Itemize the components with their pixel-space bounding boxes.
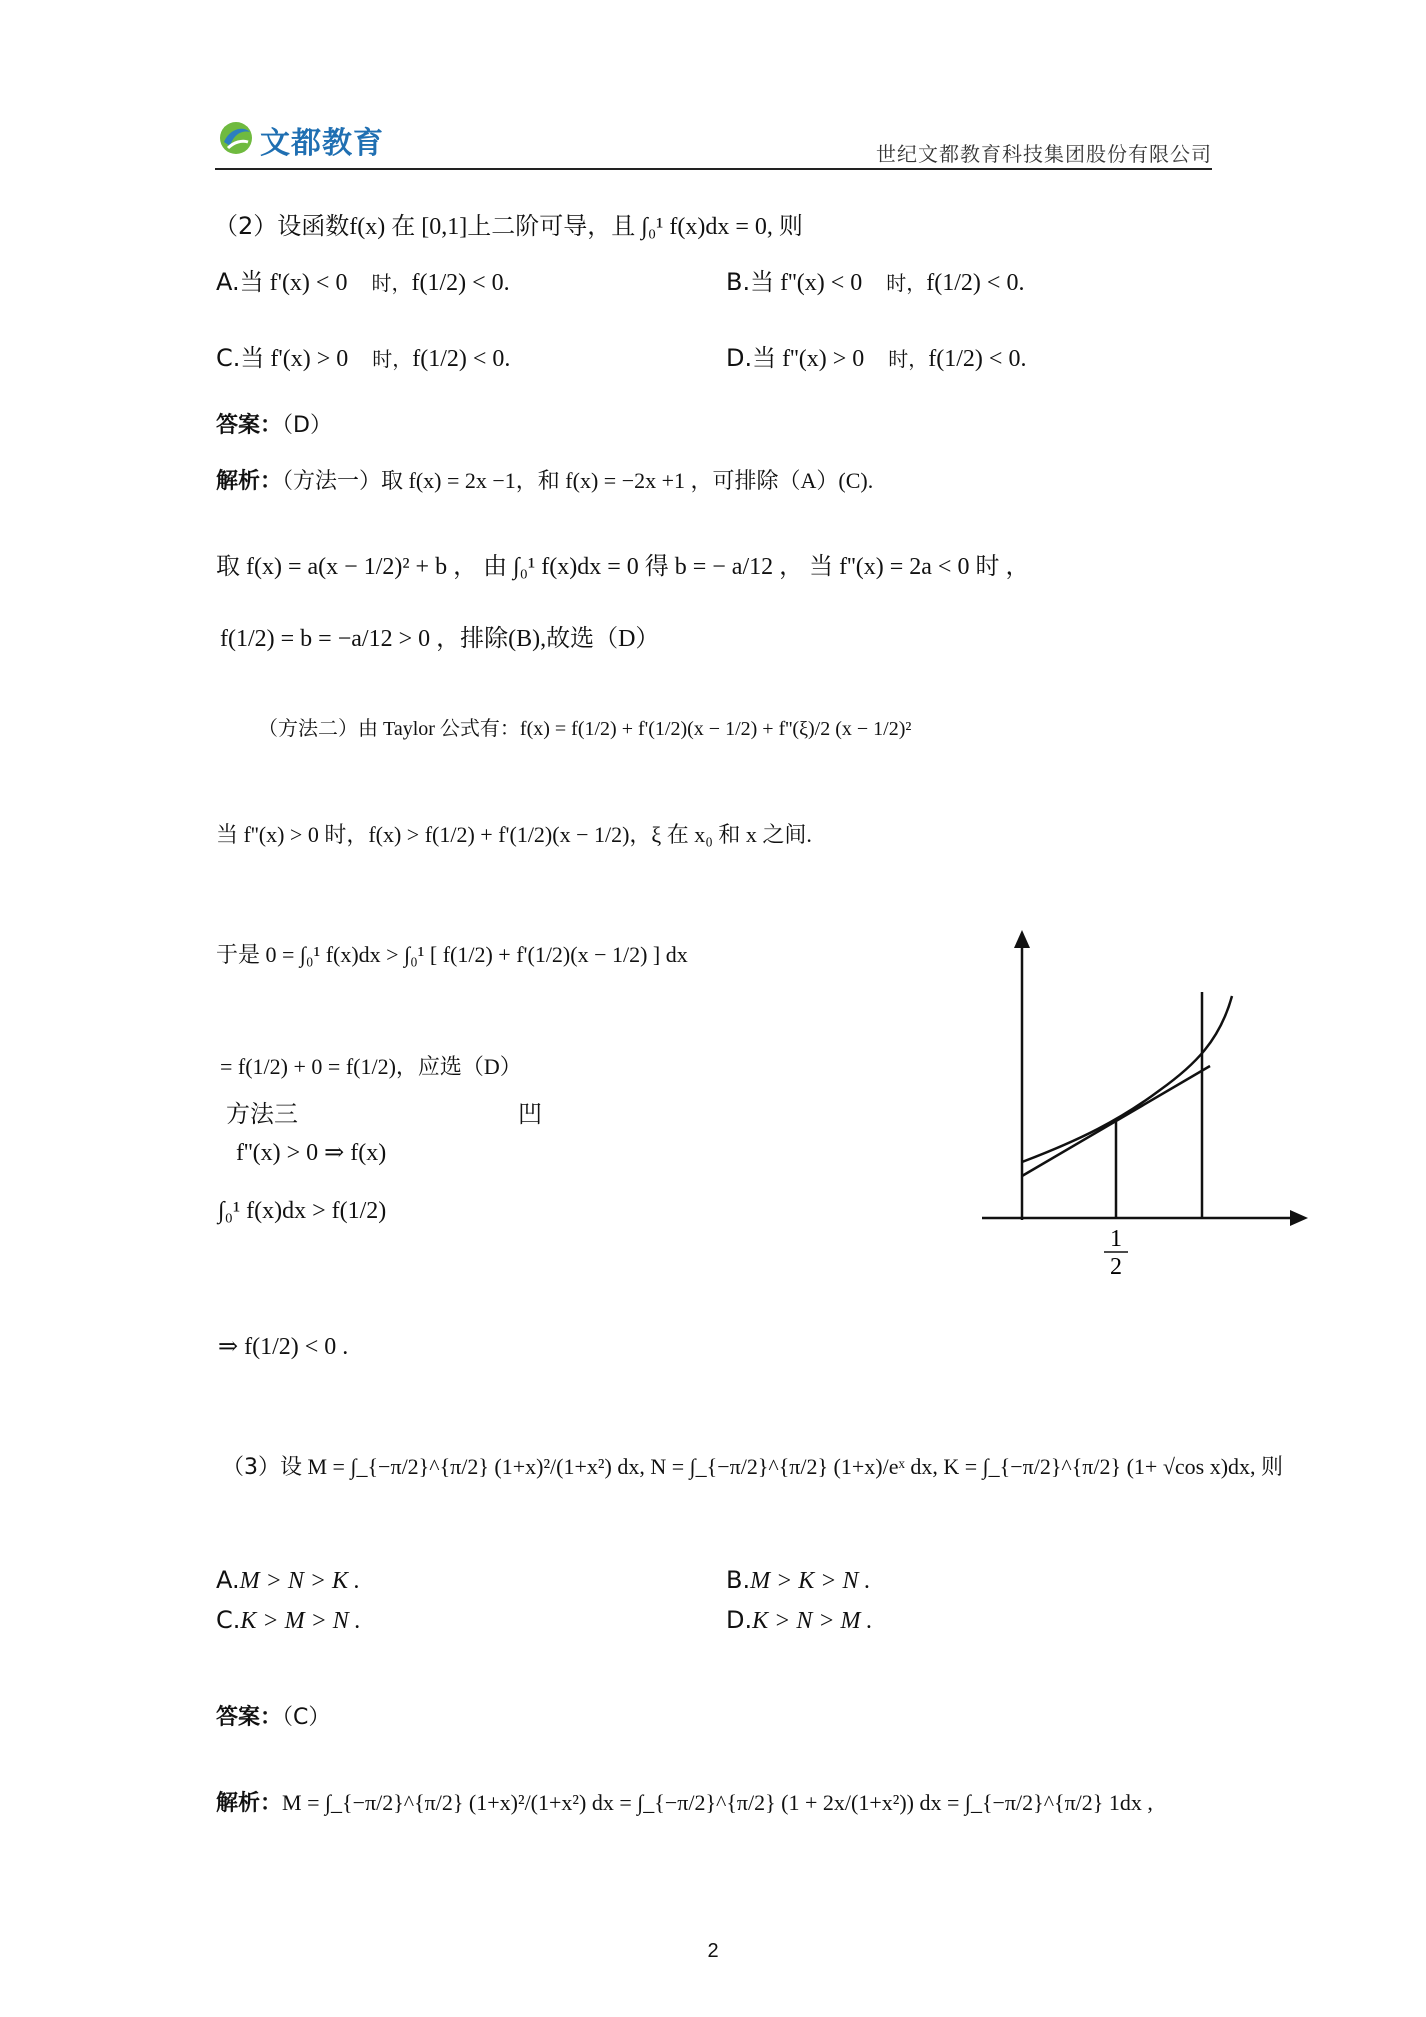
- q2-option-a: [216, 262, 510, 297]
- graph-tick-num: 1: [1110, 1226, 1122, 1252]
- q3-option-a-letter: A.: [216, 1566, 240, 1594]
- logo-swirl-icon: [216, 118, 256, 158]
- q3-option-b-letter: B.: [726, 1566, 751, 1594]
- q2-stem-text: 设函数f(x) 在 [0,1]上二阶可导，且 ∫₀¹ f(x)dx = 0, 则: [277, 214, 803, 240]
- q3-option-d: [726, 1606, 873, 1635]
- page-number: 2: [707, 1940, 719, 1962]
- graph-x-arrow-icon: [1290, 1210, 1308, 1226]
- q2-analysis-label: 解析：: [216, 469, 283, 494]
- q2-option-c-when: 时，: [372, 347, 413, 371]
- q2-option-b: [726, 262, 1024, 297]
- q3-option-b-text: M > K > N .: [750, 1568, 871, 1594]
- q2-option-d: [726, 338, 1026, 373]
- q3-stem-text: 设 M = ∫_{−π/2}^{π/2} (1+x)²/(1+x²) dx, N = ∫_{−π/2}^{π/2} (1+x)/eˣ dx, K = ∫_{−π/2}^{π/2} (1+ √cos x)dx, 则: [280, 1454, 1284, 1479]
- company-name: 世纪文都教育科技集团股份有限公司: [876, 142, 1212, 166]
- q2-option-a-when: 时，: [371, 271, 412, 295]
- q2-option-b-when: 时，: [886, 271, 927, 295]
- q2-method1-line3: f(1/2) = b = −a/12 > 0 ，排除(B),故选（D）: [220, 626, 660, 652]
- q2-method1-line1: [216, 464, 873, 495]
- q2-answer-label: 答案：: [216, 413, 283, 438]
- q3-option-b: [726, 1566, 871, 1595]
- q2-method1-line2: 取 f(x) = a(x − 1/2)² + b ， 由 ∫₀¹ f(x)dx = 0 得 b = − a/12 ， 当 f''(x) = 2a < 0 时 ，: [216, 554, 1030, 580]
- q3-option-c-text: K > M > N .: [240, 1608, 361, 1634]
- q2-method3-line3: ⇒ f(1/2) < 0 .: [218, 1334, 349, 1360]
- q3-answer: [216, 1700, 330, 1731]
- q3-option-c-letter: C.: [216, 1606, 241, 1634]
- q3-label: （3）: [222, 1455, 280, 1480]
- q3-analysis: [216, 1786, 1153, 1817]
- q3-option-d-text: K > N > M .: [752, 1608, 873, 1634]
- q3-answer-label: 答案：: [216, 1705, 283, 1730]
- q2-option-c-letter: C.: [216, 344, 241, 372]
- q2-option-c: [216, 338, 510, 373]
- q2-method3-line1: f''(x) > 0 ⇒ f(x): [236, 1140, 387, 1166]
- q2-method2-line2: 当 f''(x) > 0 时，f(x) > f(1/2) + f'(1/2)(x − 1/2)，ξ 在 x₀ 和 x 之间.: [216, 822, 812, 847]
- q2-option-b-letter: B.: [726, 268, 751, 296]
- q2-option-a-letter: A.: [216, 268, 240, 296]
- q3-answer-value: （C）: [282, 1705, 331, 1730]
- logo-text: 文都教育: [260, 126, 384, 161]
- q2-method1-text1: （方法一）取 f(x) = 2x −1，和 f(x) = −2x +1 ，可排除（A）(C).: [282, 468, 874, 493]
- q2-method3-title: 方法三: [226, 1100, 298, 1128]
- q2-answer: [216, 408, 332, 439]
- q2-method3-line2: ∫₀¹ f(x)dx > f(1/2): [218, 1198, 387, 1224]
- q2-label: （2）: [214, 212, 278, 240]
- q2-method2-line1: （方法二）由 Taylor 公式有：f(x) = f(1/2) + f'(1/2)(x − 1/2) + f''(ξ)/2 (x − 1/2)²: [258, 718, 912, 740]
- q3-option-d-letter: D.: [726, 1606, 753, 1634]
- q3-stem: [222, 1450, 1283, 1481]
- q2-option-d-when: 时，: [888, 347, 929, 371]
- graph-tick-den: 2: [1110, 1254, 1122, 1280]
- q2-option-d-cond: 当 f''(x) > 0: [752, 346, 865, 372]
- q2-method3-concave: 凹: [518, 1100, 542, 1128]
- q2-option-c-conclusion: f(1/2) < 0.: [412, 346, 511, 372]
- q2-option-b-conclusion: f(1/2) < 0.: [926, 270, 1025, 296]
- q3-analysis-text: M = ∫_{−π/2}^{π/2} (1+x)²/(1+x²) dx = ∫_{−π/2}^{π/2} (1 + 2x/(1+x²)) dx = ∫_{−π/2}^{π/2} 1dx ,: [282, 1790, 1153, 1815]
- q2-option-a-conclusion: f(1/2) < 0.: [411, 270, 510, 296]
- q2-method2-line4: = f(1/2) + 0 = f(1/2)，应选（D）: [220, 1054, 522, 1079]
- q2-option-d-conclusion: f(1/2) < 0.: [928, 346, 1027, 372]
- q2-option-d-letter: D.: [726, 344, 753, 372]
- q3-analysis-label: 解析：: [216, 1791, 283, 1816]
- q2-option-b-cond: 当 f''(x) < 0: [750, 270, 863, 296]
- graph-y-arrow-icon: [1014, 930, 1030, 948]
- q2-option-a-cond: 当 f'(x) < 0: [239, 270, 348, 296]
- graph-curve: [1022, 996, 1232, 1162]
- q2-answer-value: （D）: [282, 413, 332, 438]
- q3-option-c: [216, 1606, 361, 1635]
- q3-option-a: [216, 1566, 360, 1595]
- q2-stem: [214, 206, 803, 241]
- header-rule: [215, 168, 1212, 170]
- q2-method2-line3: 于是 0 = ∫₀¹ f(x)dx > ∫₀¹ [ f(1/2) + f'(1/2)(x − 1/2) ] dx: [216, 942, 688, 967]
- q3-option-a-text: M > N > K .: [239, 1568, 361, 1594]
- q2-option-c-cond: 当 f'(x) > 0: [240, 346, 349, 372]
- convex-graph: [970, 930, 1310, 1290]
